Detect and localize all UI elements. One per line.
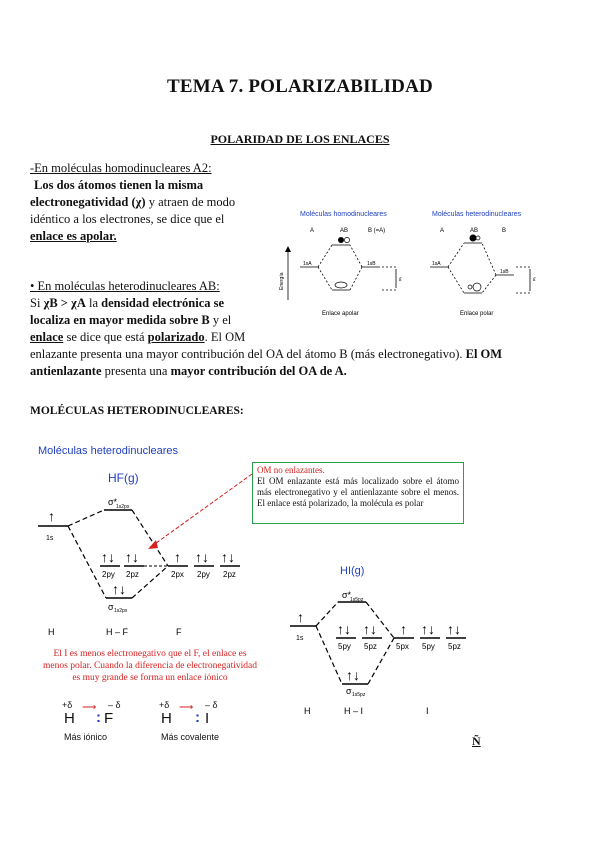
hetero-text-bold: polarizado [147,330,205,344]
hetero-label-b: B [502,228,507,234]
hf-diagram-title: Moléculas heterodinucleares [38,445,179,457]
section-subtitle: POLARIDAD DE LOS ENLACES [210,132,390,146]
homo-diagram-title: Moléculas homodinucleares [300,211,387,218]
hetero-bonding-lobe [468,285,472,289]
hf-sigma-star-label: σ* [108,497,118,507]
hi-5pz-electrons: ↑↓ [363,621,377,637]
hetero-text-bold: densidad electrónica se [101,296,225,310]
hetero-text-bold: antienlazante [30,364,102,378]
homo-antibonding-lobe [338,237,344,243]
hetero-epsilon: ε [533,277,536,283]
hf-2pz-label: 2pz [126,570,139,579]
hi-1s-electron: ↑ [297,609,304,625]
hi-mo-diagram [280,560,480,720]
hi-caption: Más covalente [161,732,220,742]
hi-atom-h: H [304,706,311,716]
note-box [252,462,464,524]
hetero-text: Si [30,296,44,310]
homo-line4: enlace es apolar. [30,229,117,243]
hf-2py-electrons: ↑↓ [101,549,115,565]
hi-sigma-sub: 1s5pz [352,692,366,698]
homo-line2-rest: y atraen de modo [145,195,236,209]
note-arrow [140,470,260,560]
hi-atom-right: I [205,710,210,727]
hetero-antibonding-lobe [476,236,480,240]
hf-sigma-star-sub: 1s2px [116,504,130,510]
hi-5py-label: 5py [338,642,351,651]
hetero-text: la [85,296,102,310]
hetero-text: enlazante presenta una mayor contribución del OA del átomo B (más electronegativo). [30,347,466,361]
hi-5py-electrons: ↑↓ [337,621,351,637]
hetero-bonding-lobe [473,283,481,291]
hetero-text: se dice que está [63,330,148,344]
hi-i-5px-label: 5px [396,642,409,651]
homo-line1: Los dos átomos tienen la misma [34,178,204,192]
hf-f-2pz-label: 2pz [223,570,236,579]
hetero-label-ab: AB [470,228,479,234]
hi-sigma-label: σ [346,686,352,696]
hi-i-5pz-electrons: ↑↓ [447,621,461,637]
hetero-diagram-title: Moléculas heterodinucleares [432,211,522,218]
homo-bonding-lobe [335,282,347,288]
hi-atom-i: I [426,706,429,716]
hetero-text-bold: El OM [465,347,503,361]
page-title: TEMA 7. POLARIZABILIDAD [167,76,433,97]
homo-mo-lines [300,245,398,290]
hf-sigma-electrons: ↑↓ [112,581,126,597]
hetero-label-a: A [440,228,445,234]
hi-atom-left: H [161,710,172,727]
hf-2pz-electrons: ↑↓ [125,549,139,565]
hi-molecule-label: HI(g) [340,565,365,577]
homo-epsilon: ε [399,277,402,283]
hf-f-2py-electrons: ↑↓ [195,549,209,565]
note-title: OM no enlazantes. [257,465,325,475]
hetero-text: . El OM [204,330,246,344]
homo-line3: idéntico a los electrones, se dice que el [30,212,225,226]
homo-1sb-label: 1sB [367,261,376,267]
hf-f-2pz-electrons: ↑↓ [221,549,235,565]
hi-i-5px-electron: ↑ [400,621,407,637]
hi-i-5pz-label: 5pz [448,642,461,651]
hetero-text: presenta una [101,364,171,378]
hf-atom-h: H [48,627,55,637]
hi-i-5py-label: 5py [422,642,435,651]
hi-dipole [155,698,245,748]
hf-dipole [58,698,138,748]
hi-atom-hi: H – I [344,706,364,716]
corner-mark: Ñ [472,734,481,748]
hf-f-2px-electron: ↑ [174,549,181,565]
hf-f-2px-label: 2px [171,570,184,579]
hi-1s-label: 1s [296,635,304,642]
hf-plus-delta: +δ [62,700,73,710]
hi-lone-pair: : [195,709,200,726]
hf-dipole-arrow: ⟶ [82,702,97,713]
hetero-antibonding-lobe [470,235,477,242]
hi-dipole-arrow: ⟶ [179,702,194,713]
hf-molecule-label: HF(g) [108,471,139,485]
homo-line2-bold: electronegatividad (χ) [30,195,146,209]
polarity-diagram [270,205,570,325]
hi-minus-delta: – δ [205,700,218,710]
hf-1s-electron: ↑ [48,508,55,524]
homo-label-b: B (=A) [368,228,386,234]
hetero-text-bold: mayor contribución del OA de A. [170,364,347,378]
hf-atom-f: F [176,627,182,637]
homo-label-a: A [310,228,315,234]
homo-caption: Enlace apolar [322,311,359,317]
hf-2py-label: 2py [102,570,115,579]
note-arrow-head [148,540,158,549]
homo-1sa-label: 1sA [303,261,312,267]
hetero-1sa-label: 1sA [432,261,441,267]
homo-heading: -En moléculas homodinucleares A2: [30,161,212,175]
homo-label-ab: AB [340,228,349,234]
hf-sigma-sub: 1s2px [114,608,128,614]
energy-label: Energía [279,272,285,290]
hetero-text: y el [209,313,232,327]
hetero-caption: Enlace polar [460,311,494,317]
note-arrow-line [152,474,252,546]
hf-lone-pair: : [96,709,101,726]
hi-sigma-star-sub: 1s5pz [350,597,364,603]
energy-axis-arrow [285,246,291,252]
hetero-heading: • En moléculas heterodinucleares AB: [30,279,220,293]
hf-atom-left: H [64,710,75,727]
hf-atom-right: F [104,710,114,727]
hi-i-5py-electrons: ↑↓ [421,621,435,637]
hetero-chi: χB > χA [43,296,86,310]
hetero-text-bold: enlace [30,330,64,344]
homo-paragraph [30,160,280,245]
hetero-1sb-label: 1sB [500,269,509,275]
hi-plus-delta: +δ [159,700,170,710]
homo-antibonding-lobe [344,237,349,242]
hi-sigma-star-label: σ* [342,590,352,600]
red-explanation: El I es menos electronegativo que el F, el enlace es menos polar. Cuando la diferencia de electronegatividad es muy grande se forma un enlace iónico [43,649,257,683]
note-body: El OM enlazante está más localizado sobre el átomo más electronegativo y el antienlazante sobre el menos. El enlace está polarizado, la molécula es polar [257,476,459,508]
section2-heading: MOLÉCULAS HETERODINUCLEARES: [30,405,244,417]
hf-minus-delta: – δ [108,700,121,710]
hf-sigma-label: σ [108,602,114,612]
hetero-text-bold: localiza en mayor medida sobre B [30,313,210,327]
hf-f-2py-label: 2py [197,570,210,579]
hi-5pz-label: 5pz [364,642,377,651]
hf-atom-hf: H – F [106,627,129,637]
hi-sigma-electrons: ↑↓ [346,667,360,683]
hf-caption: Más iónico [64,732,108,742]
hf-1s-label: 1s [46,535,54,542]
